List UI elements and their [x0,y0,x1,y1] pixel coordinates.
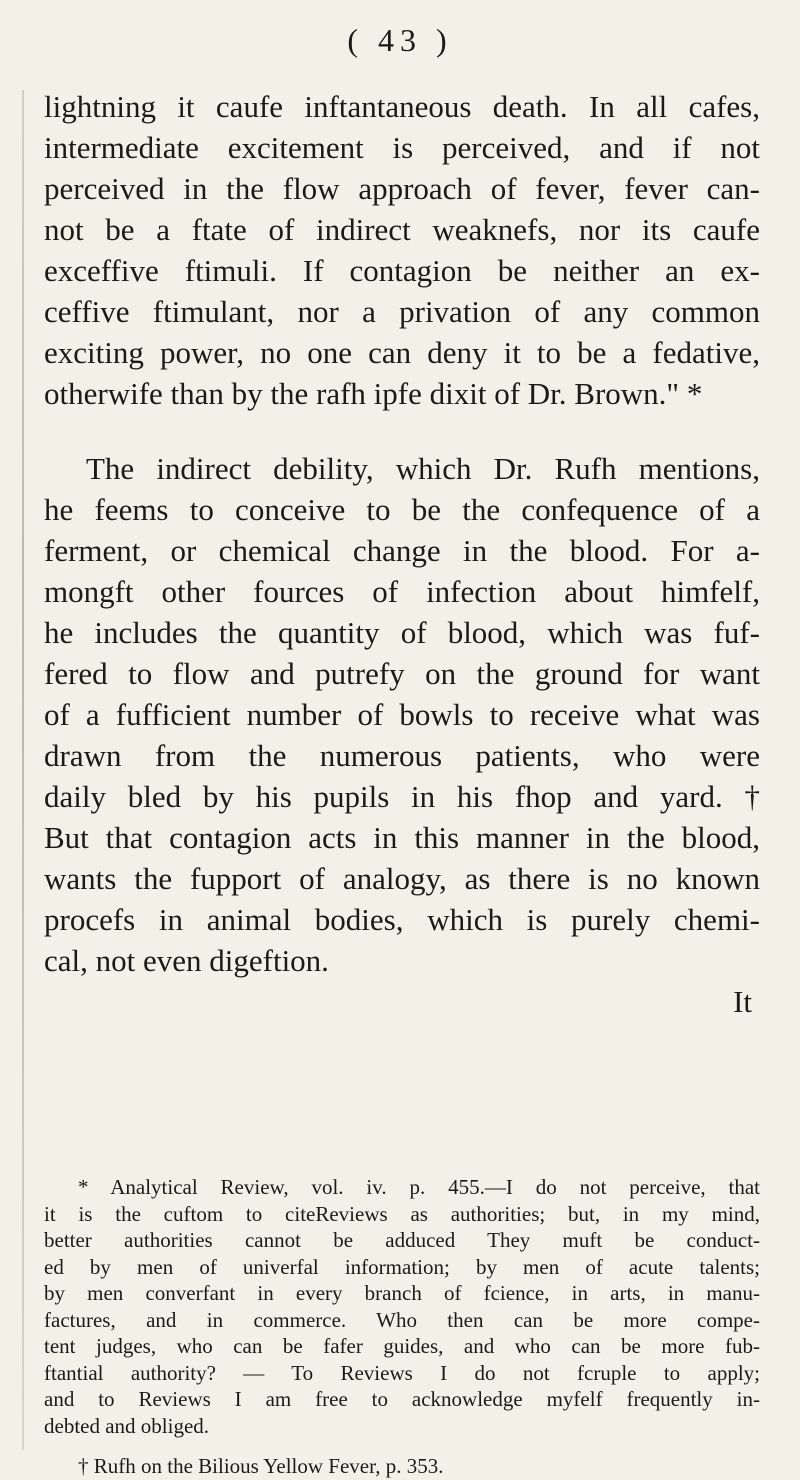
main-text [44,86,760,1022]
text-line: he feems to conceive to be the confequence of a [44,492,760,527]
footnote-line: and to Reviews I am free to acknowledge myfelf frequently in- [44,1387,760,1411]
footnote-line: tent judges, who can be fafer guides, and who can be more fub- [44,1334,760,1358]
text-line: of a fufficient number of bowls to receive what was [44,697,760,732]
footnote-line: ftantial authority? — To Reviews I do not fcruple to apply; [44,1360,760,1385]
footnote-line: ed by men of univerfal information; by men of acute talents; [44,1254,760,1279]
page-number: ( 43 ) [347,22,453,58]
text-line: fered to flow and putrefy on the ground for want [44,656,760,691]
footnote-line: factures, and in commerce. Who then can be more compe- [44,1307,760,1332]
text-line: exciting power, no one can deny it to be a fedative, [44,335,760,370]
text-line: perceived in the flow approach of fever, fever can- [44,171,760,206]
text-line: wants the fupport of analogy, as there is no known [44,861,760,896]
text-line: intermediate excitement is perceived, and if not [44,130,760,165]
text-line: otherwife than by the rafh ipfe dixit of Dr. Brown." * [44,376,703,411]
catchword: It [733,984,752,1019]
footnote-line: better authorities cannot be adduced They muft be conduct- [44,1228,760,1252]
text-line: procefs in animal bodies, which is purely chemi- [44,902,760,937]
page-edge-shadow [22,90,24,1450]
text-line: ceffive ftimulant, nor a privation of any common [44,294,760,329]
text-line: ferment, or chemical change in the blood. For a- [44,533,760,568]
text-line: daily bled by his pupils in his fhop and yard. † [44,779,760,814]
text-line: But that contagion acts in this manner in the blood, [44,820,760,855]
text-line: drawn from the numerous patients, who were [44,738,760,773]
text-line: The indirect debility, which Dr. Rufh mentions, [86,451,760,486]
footnote-line: by men converfant in every branch of fcience, in arts, in manu- [44,1281,760,1305]
footnotes [44,1174,760,1480]
footnote-line: debted and obliged. [44,1413,210,1438]
text-line: not be a ftate of indirect weaknefs, nor its caufe [44,212,760,247]
text-line: he includes the quantity of blood, which was fuf- [44,615,760,650]
footnote-line: † Rufh on the Bilious Yellow Fever, p. 353. [78,1454,444,1478]
text-line: exceffive ftimuli. If contagion be neither an ex- [44,253,760,288]
text-line: cal, not even digeftion. [44,943,329,978]
footnote-line: * Analytical Review, vol. iv. p. 455.—I do not perceive, that [78,1175,760,1199]
footnote-line: it is the cuftom to citeReviews as authorities; but, in my mind, [44,1201,760,1226]
text-line: mongft other fources of infection about himfelf, [44,574,760,609]
text-line: lightning it caufe inftantaneous death. In all cafes, [44,89,760,124]
